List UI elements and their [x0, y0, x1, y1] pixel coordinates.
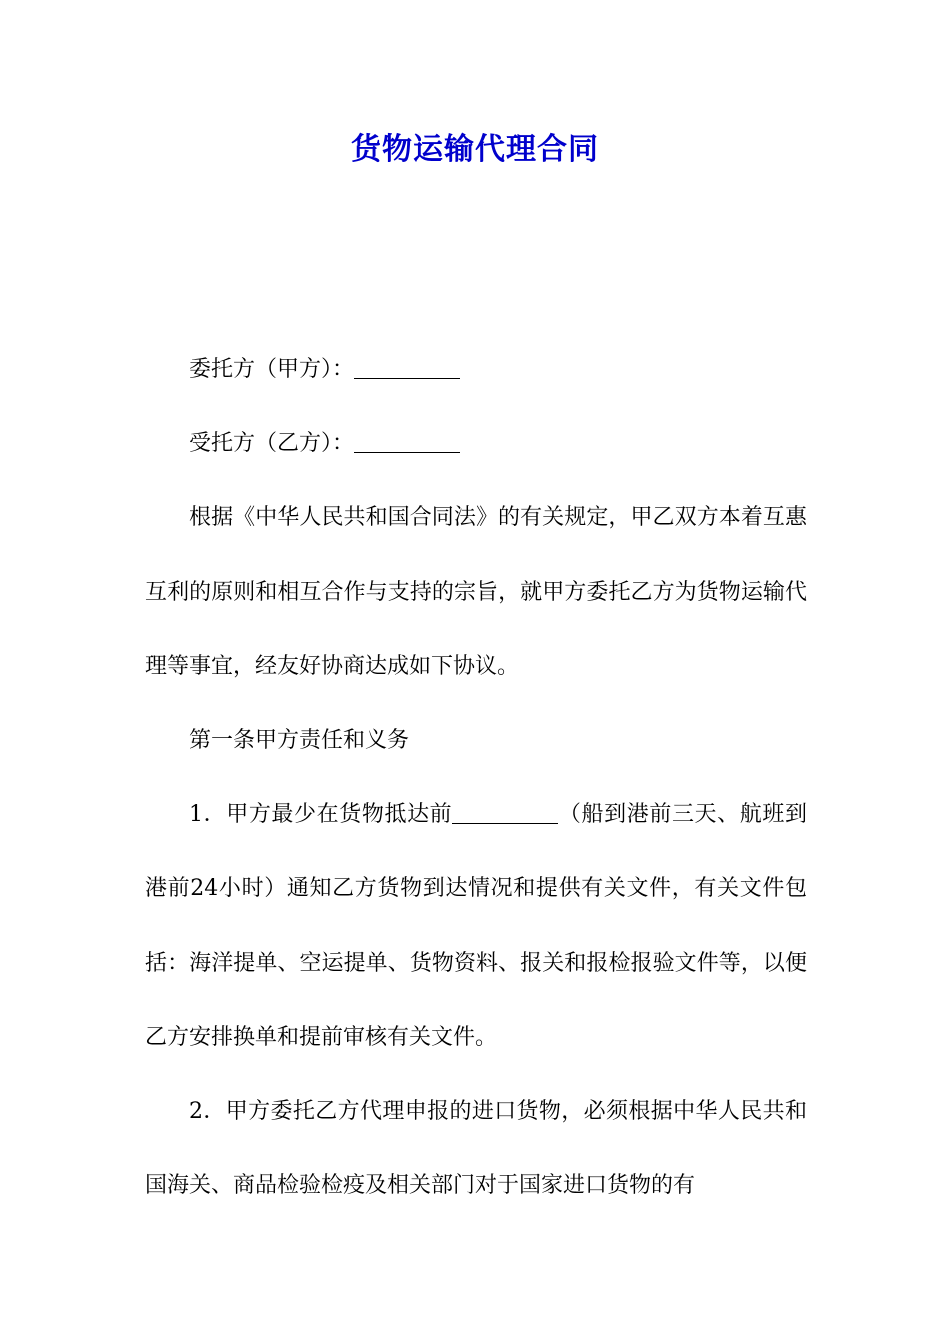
party-b-line	[145, 407, 807, 481]
party-b-blank[interactable]	[354, 430, 460, 453]
arrival-notice-blank[interactable]	[452, 801, 558, 824]
party-b-label: 受托方（乙方）：	[189, 431, 355, 457]
article-1-item-1-before: 1．甲方最少在货物抵达前	[189, 802, 453, 828]
party-a-line	[145, 333, 807, 407]
party-a-blank[interactable]	[354, 356, 460, 379]
intro-paragraph: 根据《中华人民共和国合同法》的有关规定，甲乙双方本着互惠互利的原则和相互合作与支持的宗旨，就甲方委托乙方为货物运输代理等事宜，经友好协商达成如下协议。	[145, 505, 807, 679]
document-body	[145, 333, 807, 1223]
document-title: 货物运输代理合同	[351, 132, 599, 167]
article-1-item-1-after: （船到港前三天、航班到港前24小时）通知乙方货物到达情况和提供有关文件，有关文件包括：海洋提单、空运提单、货物资料、报关和报检报验文件等，以便乙方安排换单和提前审核有关文件。	[145, 802, 807, 1050]
article-1-item-2: 2．甲方委托乙方代理申报的进口货物，必须根据中华人民共和国海关、商品检验检疫及相关部门对于国家进口货物的有	[145, 1099, 807, 1199]
article-1-item-1	[145, 778, 807, 1075]
party-a-label: 委托方（甲方）：	[189, 357, 355, 382]
article-1-heading: 第一条甲方责任和义务	[189, 728, 410, 754]
